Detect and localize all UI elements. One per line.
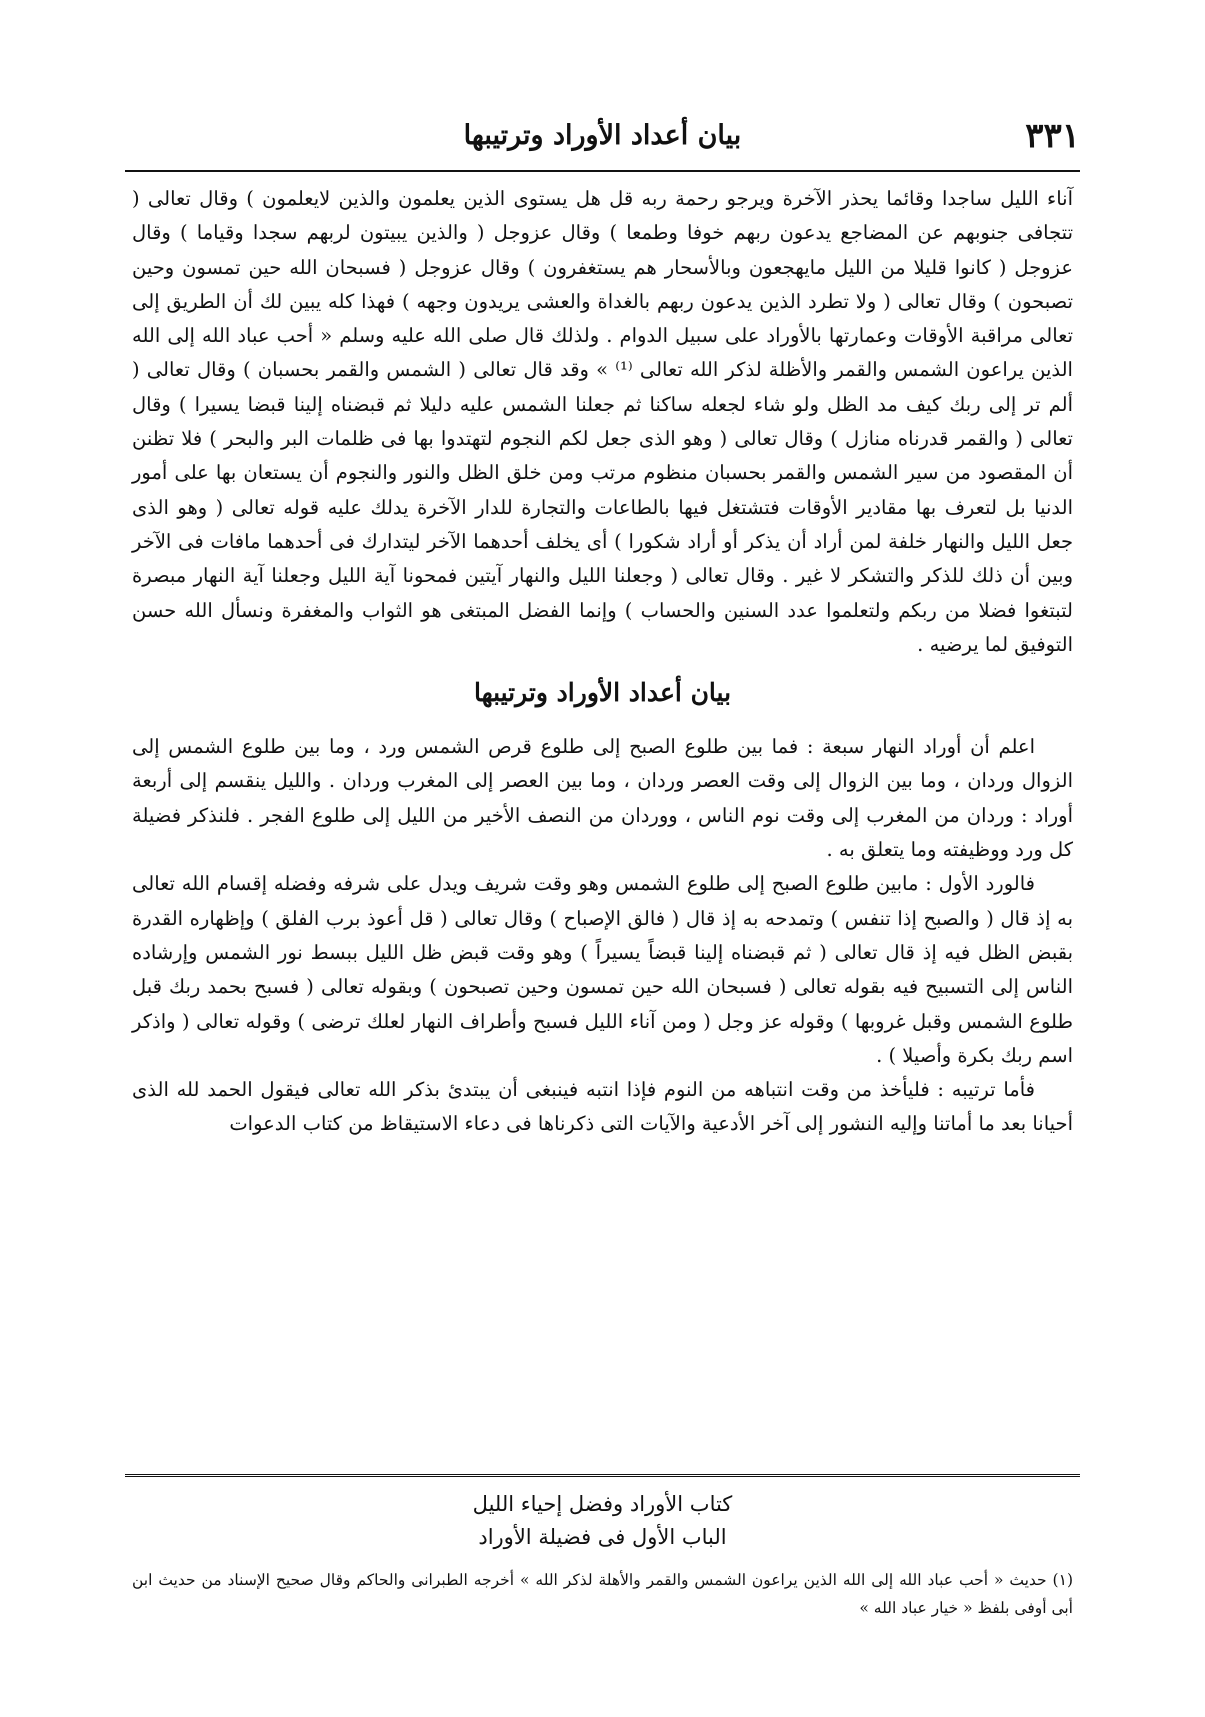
- paragraph: فالورد الأول : مابين طلوع الصبح إلى طلوع الشمس وهو وقت شريف ويدل على شرفه وفضله إقسام الله تعالى به إذ قال ( والصبح إذا تنفس ) وتمدحه به إذ قال ( فالق الإصباح ) وقال تعالى ( قل أعوذ برب الفلق ) وإظهاره القدرة بقبض الظل فيه إذ قال تعالى ( ثم قبضناه إلينا قبضاً يسيراً ) وهو وقت قبض ظل الليل ببسط نور الشمس وإرشاده الناس إلى التسبيح فيه بقوله تعالى ( فسبحان الله حين تمسون وحين تصبحون ) وبقوله تعالى ( فسبح بحمد ربك قبل طلوع الشمس وقبل غروبها ) وقوله عز وجل ( ومن آناء الليل فسبح وأطراف النهار لعلك ترضى ) وقوله تعالى ( واذكر اسم ربك بكرة وأصيلا ) .: [132, 872, 1073, 1067]
- header-rule: [125, 170, 1080, 172]
- footer-titles: [125, 1488, 1080, 1554]
- page-header: [125, 112, 1080, 168]
- footnote: (١) حديث « أحب عباد الله إلى الله الذين يراعون الشمس والقمر والأهلة لذكر الله » أخرجه الطبرانى والحاكم وقال صحيح الإسناد من حديث ابن أبى أوفى بلفظ « خيار عباد الله »: [132, 1571, 1073, 1617]
- running-title: بيان أعداد الأوراد وترتيبها: [463, 120, 742, 151]
- book-title: كتاب الأوراد وفضل إحياء الليل: [472, 1492, 733, 1516]
- chapter-title: الباب الأول فى فضيلة الأوراد: [478, 1525, 727, 1549]
- paragraph: اعلم أن أوراد النهار سبعة : فما بين طلوع الصبح إلى طلوع قرص الشمس ورد ، وما بين طلوع الشمس إلى الزوال وردان ، وما بين الزوال إلى وقت العصر وردان ، وما بين العصر إلى المغرب وردان . والليل ينقسم إلى أربعة أوراد : وردان من المغرب إلى وقت نوم الناس ، ووردان من النصف الأخير من الليل إلى طلوع الفجر . فلنذكر فضيلة كل ورد ووظيفته وما يتعلق به .: [132, 735, 1073, 862]
- paragraph-continuation: آناء الليل ساجدا وقائما يحذر الآخرة ويرجو رحمة ربه قل هل يستوى الذين يعلمون والذين لايعلمون ) وقال تعالى ( تتجافى جنوبهم عن المضاجع يدعون ربهم خوفا وطمعا ) وقال عزوجل ( والذين يبيتون لربهم سجدا وقياما ) وقال عزوجل ( كانوا قليلا من الليل مايهجعون وبالأسحار هم يستغفرون ) وقال عزوجل ( فسبحان الله حين تمسون وحين تصبحون ) وقال تعالى ( ولا تطرد الذين يدعون ربهم بالغداة والعشى يريدون وجهه ) فهذا كله يبين لك أن الطريق إلى تعالى مراقبة الأوقات وعمارتها بالأوراد على سبيل الدوام . ولذلك قال صلى الله عليه وسلم « أحب عباد الله إلى الله الذين يراعون الشمس والقمر والأظلة لذكر الله تعالى ⁽¹⁾ » وقد قال تعالى ( الشمس والقمر بحسبان ) وقال تعالى ( ألم تر إلى ربك كيف مد الظل ولو شاء لجعله ساكنا ثم جعلنا الشمس عليه دليلا ثم قبضناه إلينا قبضا يسيرا ) وقال تعالى ( والقمر قدرناه منازل ) وقال تعالى ( وهو الذى جعل لكم النجوم لتهتدوا بها فى ظلمات البر والبحر ) فلا تظنن أن المقصود من سير الشمس والقمر بحسبان منظوم مرتب ومن خلق الظل والنور والنجوم أن يستعان بها على أمور الدنيا بل لتعرف بها مقادير الأوقات فتشتغل فيها بالطاعات والتجارة للدار الآخرة يدلك عليه قوله تعالى ( وهو الذى جعل الليل والنهار خلفة لمن أراد أن يذكر أو أراد شكورا ) أى يخلف أحدهما الآخر ليتدارك فى أحدهما مافات فى الآخر وبين أن ذلك للذكر والتشكر لا غير . وقال تعالى ( وجعلنا الليل والنهار آيتين فمحونا آية الليل وجعلنا آية النهار مبصرة لتبتغوا فضلا من ربكم ولتعلموا عدد السنين والحساب ) وإنما الفضل المبتغى هو الثواب والمغفرة ونسأل الله حسن التوفيق لما يرضيه .: [132, 187, 1073, 656]
- main-text: [132, 182, 1073, 1142]
- paragraph: فأما ترتيبه : فليأخذ من وقت انتباهه من النوم فإذا انتبه فينبغى أن يبتدئ بذكر الله تعالى فيقول الحمد لله الذى أحيانا بعد ما أماتنا وإليه النشور إلى آخر الأدعية والآيات التى ذكرناها فى دعاء الاستيقاظ من كتاب الدعوات: [132, 1078, 1073, 1136]
- page-number: ٣٣١: [1025, 116, 1080, 156]
- section-heading: بيان أعداد الأوراد وترتيبها: [473, 678, 732, 708]
- footer-rule: [125, 1474, 1080, 1477]
